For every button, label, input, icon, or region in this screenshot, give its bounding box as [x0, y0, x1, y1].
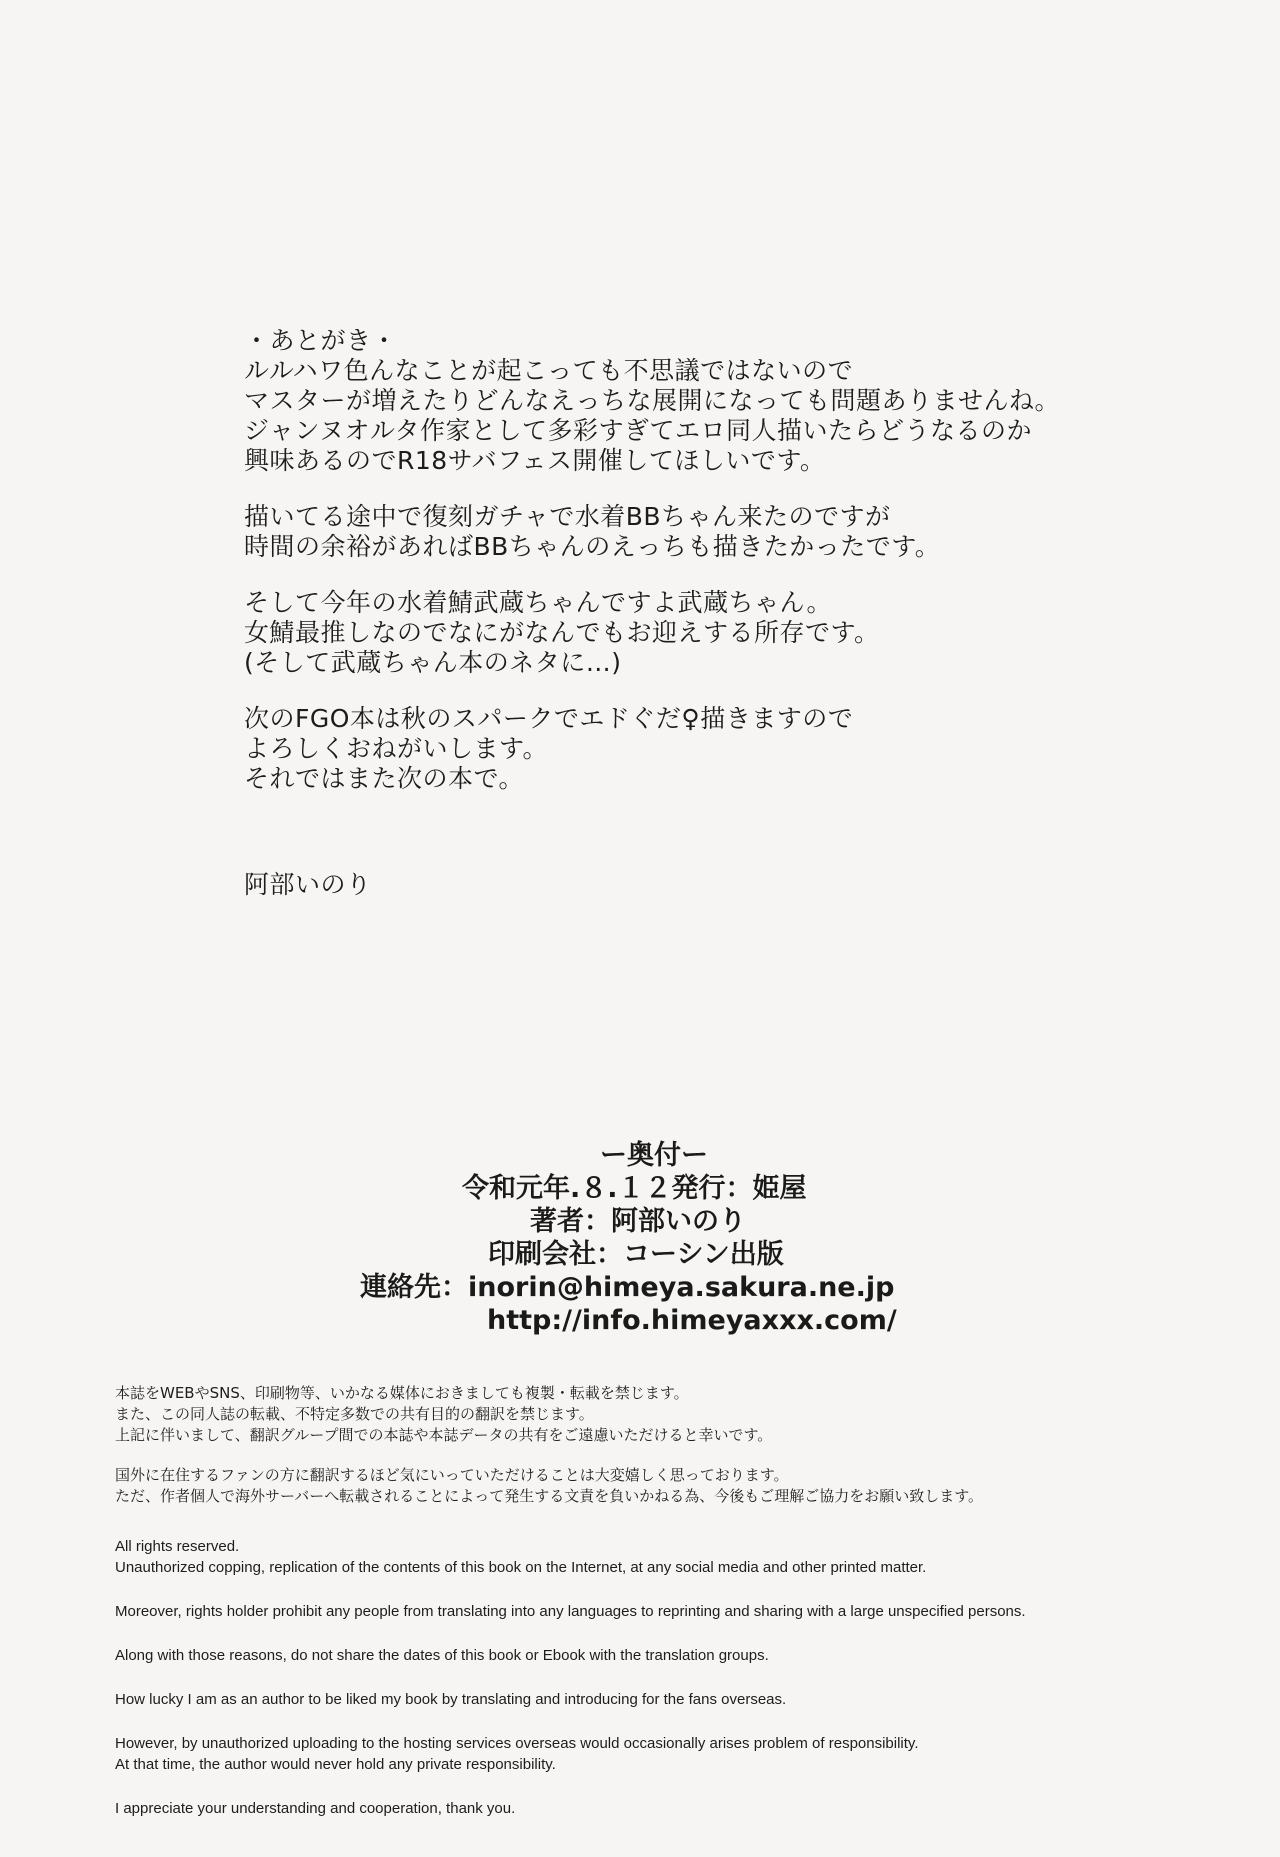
afterword-paragraph — [244, 356, 1204, 476]
notice-line: 上記に伴いまして、翻訳グループ間での本誌や本誌データの共有をご遠慮いただけると幸いです。 — [115, 1426, 773, 1444]
japanese-notice-section — [115, 1383, 1255, 1526]
english-notice-paragraph — [115, 1798, 1255, 1819]
afterword-line: ルルハワ色んなことが起こっても不思議ではないので — [244, 356, 854, 385]
notice-line: ただ、作者個人で海外サーバーへ転載されることによって発生する文責を負いかねる為、今後もご理解ご協力をお願い致します。 — [115, 1487, 984, 1505]
afterword-line: (そして武蔵ちゃん本のネタに…) — [244, 648, 622, 677]
notice-line: I appreciate your understanding and cooperation, thank you. — [115, 1800, 516, 1817]
afterword-line: 女鯖最推しなのでなにがなんでもお迎えする所存です。 — [244, 618, 880, 647]
notice-line: However, by unauthorized uploading to the hosting services overseas would occasionally arises problem of responsibility. — [115, 1735, 919, 1752]
afterword-line: 興味あるのでR18サバフェス開催してほしいです。 — [244, 446, 826, 475]
notice-line: 本誌をWEBやSNS、印刷物等、いかなる媒体におきましても複製・転載を禁じます。 — [115, 1384, 689, 1402]
english-notice-paragraph — [115, 1733, 1255, 1775]
notice-line: 国外に在住するファンの方に翻訳するほど気にいっていただけることは大変嬉しく思っております。 — [115, 1466, 789, 1484]
afterword-heading: ・あとがき・ — [244, 326, 398, 355]
colophon-title: ー奥付ー — [600, 1140, 708, 1171]
english-notice-paragraph — [115, 1645, 1255, 1666]
notice-line: How lucky I am as an author to be liked my book by translating and introducing for the fans overseas. — [115, 1691, 787, 1708]
notice-line: Along with those reasons, do not share the dates of this book or Ebook with the translation groups. — [115, 1647, 769, 1664]
afterword-line: 時間の余裕があればBBちゃんのえっちも描きたかったです。 — [244, 532, 941, 561]
afterword-line: それではまた次の本で。 — [244, 764, 525, 793]
author-signature: 阿部いのり — [244, 870, 372, 899]
afterword-line: 描いてる途中で復刻ガチャで水着BBちゃん来たのですが — [244, 502, 891, 531]
afterword-line: よろしくおねがいします。 — [244, 734, 549, 763]
afterword-line: 次のFGO本は秋のスパークでエドぐだ♀描きますので — [244, 704, 854, 733]
afterword-section — [244, 326, 1204, 900]
colophon-section — [360, 1139, 980, 1337]
afterword-paragraph — [244, 704, 1204, 794]
colophon-website-url: http://info.himeyaxxx.com/ — [487, 1305, 897, 1336]
afterword-paragraph — [244, 502, 1204, 562]
colophon-printer: 印刷会社：コーシン出版 — [488, 1239, 784, 1270]
afterword-line: マスターが増えたりどんなえっちな展開になっても問題ありませんね。 — [244, 386, 1061, 415]
english-notice-section — [115, 1536, 1255, 1842]
japanese-notice-paragraph — [115, 1383, 1255, 1446]
afterword-line: そして今年の水着鯖武蔵ちゃんですよ武蔵ちゃん。 — [244, 588, 833, 617]
notice-line: At that time, the author would never hold any private responsibility. — [115, 1756, 556, 1773]
notice-line: All rights reserved. — [115, 1538, 240, 1555]
notice-line: Moreover, rights holder prohibit any people from translating into any languages to reprinting and sharing with a large unspecified persons. — [115, 1603, 1026, 1620]
english-notice-paragraph — [115, 1536, 1255, 1578]
notice-line: Unauthorized copping, replication of the contents of this book on the Internet, at any social media and other printed matter. — [115, 1559, 927, 1576]
japanese-notice-paragraph — [115, 1465, 1255, 1507]
english-notice-paragraph — [115, 1601, 1255, 1622]
notice-line: また、この同人誌の転載、不特定多数での共有目的の翻訳を禁じます。 — [115, 1405, 594, 1423]
colophon-contact-email: 連絡先：inorin@himeya.sakura.ne.jp — [360, 1272, 895, 1303]
english-notice-paragraph — [115, 1689, 1255, 1710]
colophon-author: 著者：阿部いのり — [530, 1206, 746, 1237]
afterword-paragraph — [244, 588, 1204, 678]
colophon-publish-date: 令和元年.８.１２発行：姫屋 — [462, 1173, 807, 1204]
afterword-line: ジャンヌオルタ作家として多彩すぎてエロ同人描いたらどうなるのか — [244, 416, 1033, 445]
